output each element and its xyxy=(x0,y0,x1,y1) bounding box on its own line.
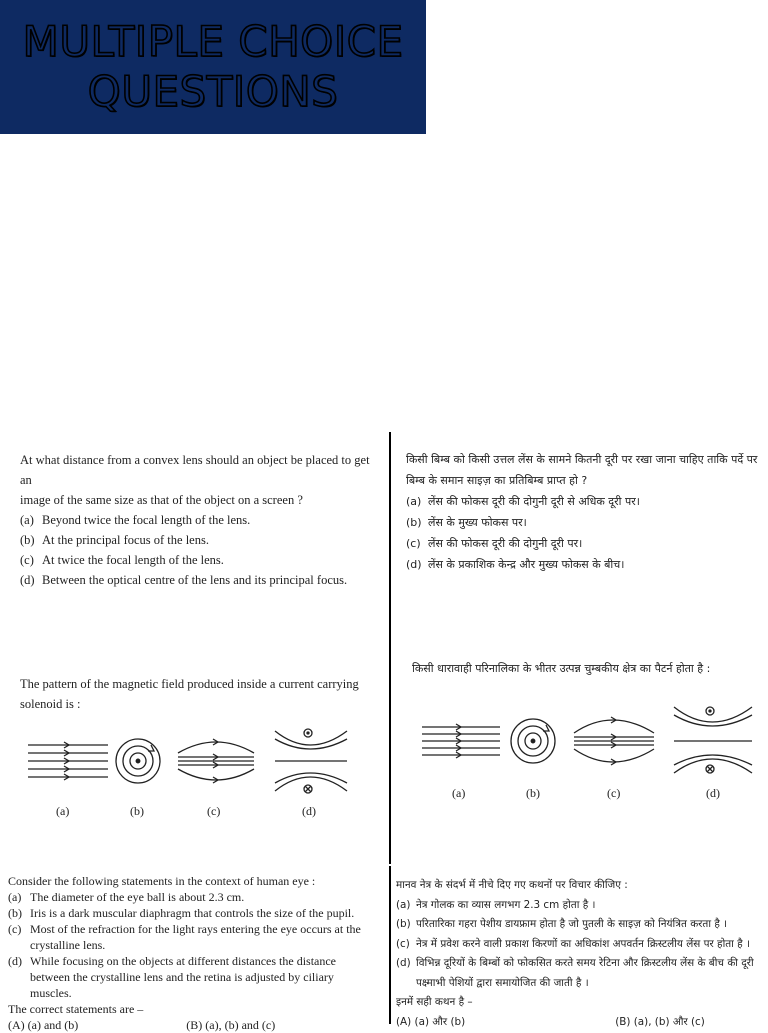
figure-label-a: (a) xyxy=(452,786,466,800)
answer-row: (A) (a) and (b) (B) (a), (b) and (c) xyxy=(8,1018,276,1032)
question-1-hindi xyxy=(406,449,764,575)
option-c: (c) At twice the focal length of the lens. xyxy=(20,553,224,567)
question-stem: solenoid is : xyxy=(20,697,81,711)
figure-c-solenoid-pattern xyxy=(574,717,654,765)
question-3-hindi xyxy=(396,876,764,1032)
figure-label-c: (c) xyxy=(607,786,621,800)
column-divider-bottom xyxy=(389,866,391,1024)
option-a: (a) लेंस की फोकस दूरी की दोगुनी दूरी से अधिक दूरी पर। xyxy=(406,495,640,508)
question-1-english xyxy=(20,450,380,590)
banner-line-2: QUESTIONS xyxy=(87,67,339,116)
question-2-english xyxy=(20,674,380,714)
figure-d-diverging-field xyxy=(674,707,752,773)
question-stem: The pattern of the magnetic field produced inside a current carrying xyxy=(20,677,359,691)
question-closing: The correct statements are – xyxy=(8,1002,144,1016)
option-d: (d) लेंस के प्रकाशिक केन्द्र और मुख्य फोकस के बीच। xyxy=(406,558,625,571)
option-c: (c) नेत्र में प्रवेश करने वाली प्रकाश किरणों का अधिकांश अपवर्तन क्रिस्टलीय लेंस पर होता है । xyxy=(396,937,750,950)
question-stem: किसी धारावाही परिनालिका के भीतर उत्पन्न चुम्बकीय क्षेत्र का पैटर्न होता है : xyxy=(412,662,711,675)
option-a: (a) The diameter of the eye ball is about 2.3 cm. xyxy=(8,890,245,904)
solenoid-field-figures-english xyxy=(20,725,360,795)
figure-a-parallel-lines xyxy=(28,742,108,780)
option-b: (b) लेंस के मुख्य फोकस पर। xyxy=(406,516,527,529)
figure-label-c: (c) xyxy=(207,804,221,818)
figure-a-parallel-lines xyxy=(422,724,500,758)
figure-label-d: (d) xyxy=(302,804,316,818)
question-stem: मानव नेत्र के संदर्भ में नीचे दिए गए कथनों पर विचार कीजिए : xyxy=(396,879,628,891)
option-b: (b) At the principal focus of the lens. xyxy=(20,533,209,547)
question-stem: बिम्ब के समान साइज़ का प्रतिबिम्ब प्राप्त हो ? xyxy=(406,474,588,487)
question-3-english xyxy=(8,873,380,1033)
banner-line-1: MULTIPLE CHOICE xyxy=(22,17,404,66)
option-b: (b) Iris is a dark muscular diaphragm that controls the size of the pupil. xyxy=(8,906,355,920)
figure-label-b: (b) xyxy=(526,786,540,800)
option-d: (d) While focusing on the objects at different distances the distance between the crystalline lens and the retina is adjusted by ciliary muscles. xyxy=(8,954,337,1000)
solenoid-field-figures-hindi xyxy=(416,703,761,779)
option-c: (c) Most of the refraction for the light rays entering the eye occurs at the crystalline lens. xyxy=(8,922,361,952)
figure-b-concentric-circles xyxy=(116,739,160,783)
title-banner xyxy=(0,0,426,134)
question-stem: किसी बिम्ब को किसी उत्तल लेंस के सामने कितनी दूरी पर रखा जाना चाहिए ताकि पर्दे पर xyxy=(406,453,758,466)
answer-row: (A) (a) और (b) (B) (a), (b) और (c) xyxy=(396,1015,705,1028)
figure-c-solenoid-pattern xyxy=(178,739,254,783)
option-d: (d) विभिन्न दूरियों के बिम्बों को फोकसित करते समय रेटिना और क्रिस्टलीय लेंस के बीच की दूरी पक्ष्माभी पेशियों द्वारा समायोजित की जाती है । xyxy=(396,957,754,989)
column-divider-top xyxy=(389,432,391,864)
figure-b-concentric-circles xyxy=(511,719,555,763)
option-a: (a) Beyond twice the focal length of the lens. xyxy=(20,513,251,527)
figure-label-a: (a) xyxy=(56,804,70,818)
question-stem: At what distance from a convex lens should an object be placed to get an xyxy=(20,453,370,487)
figure-d-diverging-field xyxy=(275,729,347,793)
question-closing: इनमें सही कथन है – xyxy=(396,996,473,1008)
figure-label-d: (d) xyxy=(706,786,720,800)
question-stem: Consider the following statements in the context of human eye : xyxy=(8,874,316,888)
option-a: (a) नेत्र गोलक का व्यास लगभग 2.3 cm होता है । xyxy=(396,898,596,911)
question-2-hindi xyxy=(412,658,762,679)
figure-label-b: (b) xyxy=(130,804,144,818)
question-stem: image of the same size as that of the object on a screen ? xyxy=(20,493,303,507)
option-b: (b) परितारिका गहरा पेशीय डायफ्राम होता है जो पुतली के साइज़ को नियंत्रित करता है । xyxy=(396,918,728,930)
option-d: (d) Between the optical centre of the lens and its principal focus. xyxy=(20,573,348,587)
option-c: (c) लेंस की फोकस दूरी की दोगुनी दूरी पर। xyxy=(406,537,583,550)
